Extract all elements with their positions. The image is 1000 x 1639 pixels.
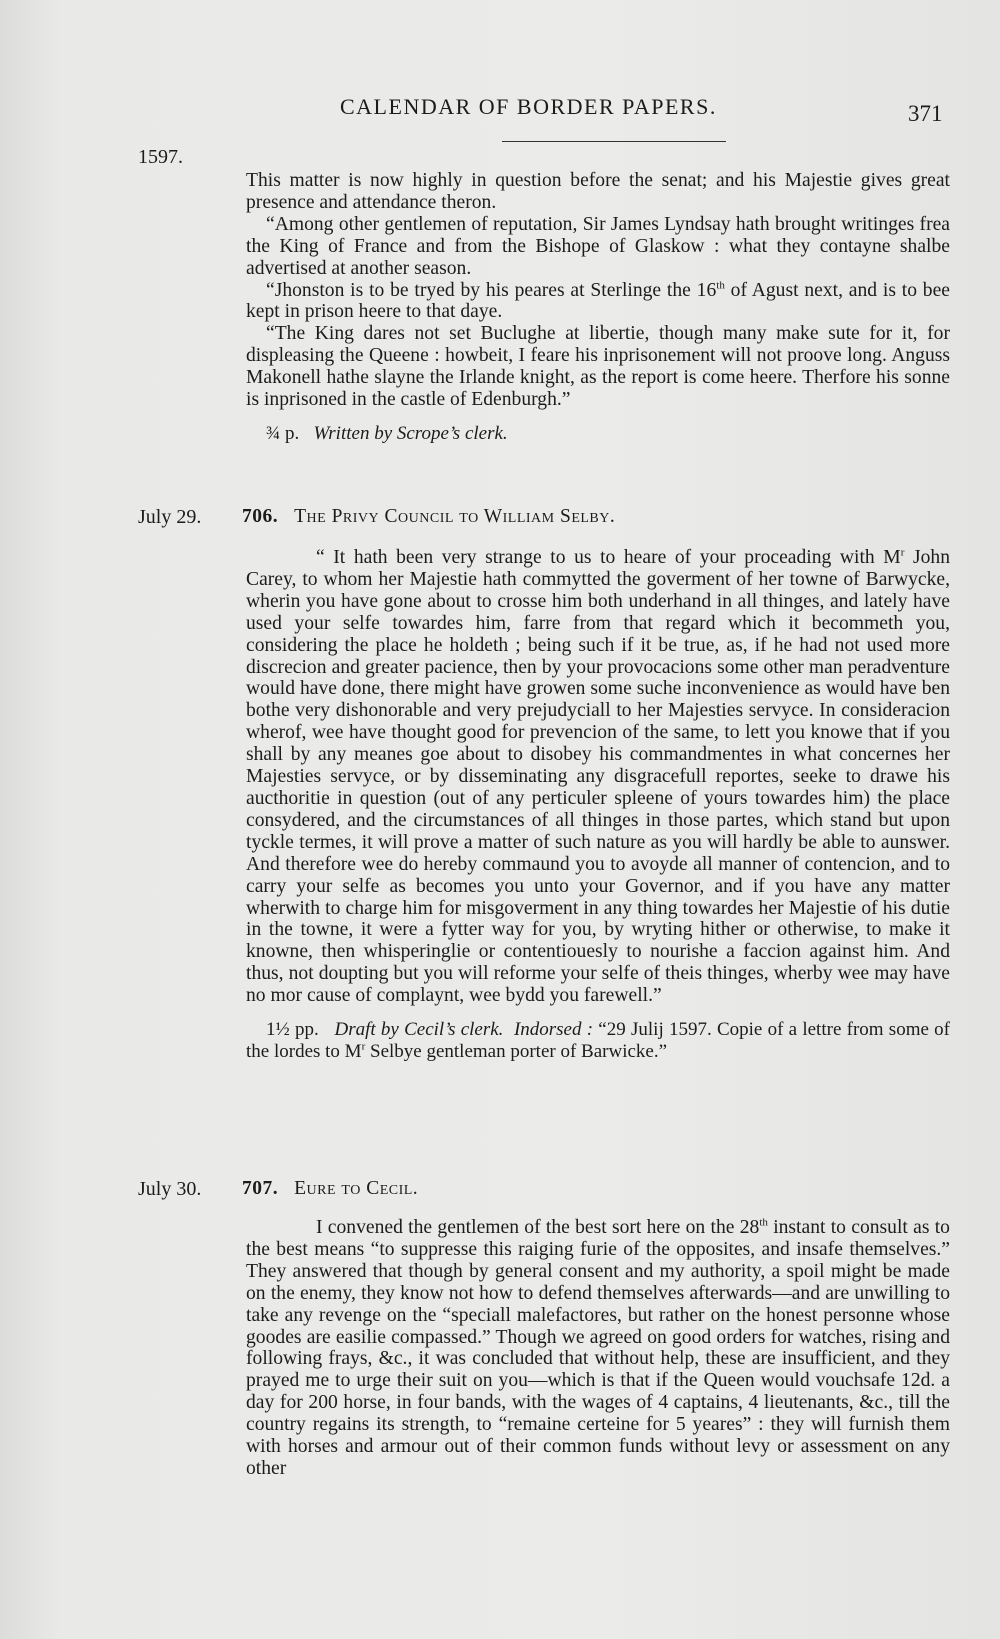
page-number: 371 [908, 101, 943, 126]
entry-title: The Privy Council to William Selby. [294, 506, 616, 527]
editorial-note: 1½ pp. Draft by Cecil’s clerk. Indorsed : “29 Julij 1597. Copie of a lettre from some of the lordes to $M^r$ Selbye gentleman porter of Barwicke.” [246, 1019, 950, 1062]
entry-title: Eure to Cecil. [294, 1178, 419, 1199]
continuation-text [246, 170, 950, 445]
header-rule [502, 141, 726, 142]
margin-year: 1597. [138, 146, 183, 168]
note-size: ¾ p. [266, 422, 300, 444]
entry-body [246, 547, 950, 1063]
paragraph: “Jhonston is to be tryed by his peares at Sterlinge the 16th of Agust next, and is to bee kept in prison heere to that daye. [246, 279, 951, 323]
entry-heading [242, 506, 615, 528]
running-head: CALENDAR OF BORDER PAPERS. [340, 94, 717, 119]
entry-body [246, 1217, 950, 1480]
entry-number: 706. [242, 506, 279, 527]
entry-heading [242, 1178, 418, 1200]
note-text: Written by Scrope’s clerk. [313, 422, 508, 444]
entry-number: 707. [242, 1178, 279, 1199]
paragraph: This matter is now highly in question before the senat; and his Majestie gives great presence and attendance theron. [246, 170, 950, 213]
paragraph: “Among other gentlemen of reputation, Sir James Lyndsay hath brought writinges frea the King of France and from the Bishope of Glaskow : what they contayne shalbe advertised at another season. [246, 213, 950, 279]
paragraph: “The King dares not set Buclughe at libertie, though many make sute for it, for displeasing the Queene : howbeit, I feare his inprisonement will not proove long. Anguss Makonell hathe slayne the Irlande knight, as the report is come heere. Therfore his sonne is inprisoned in the castle of Edenburgh.” [246, 323, 950, 411]
entry-date: July 30. [138, 1178, 202, 1200]
paragraph: “ It hath been very strange to us to heare of your proceading with $M^r$ John Carey, to whom her Majestie hath commytted the goverment of her towne of Barwycke, wherin you have gone about to crosse him both underhand in all thinges, and lately have used your selfe towardes him, farre from that regard which it becommeth you, considering the place he holdeth ; being such if it be true, as, if he had not used more discrecion and greater pacience, then by your provocacions some other man peradventure would have done, there might have growen some suche inconvenience as would have ben bothe very dishonorable and very prejudyciall to her Majesties servyce. In consideracion wherof, wee have thought good for prevencion of the same, to lett you knowe that if you shall by any meanes goe about to disobey his commandmentes in what concernes her Majesties servyce, or by disseminating any disgracefull reportes, seeke to drawe his aucthoritie in question (out of any perticuler spleene of yours towardes him) the place consydered, and the circumstances of all thinges in those partes, which stand but upon tyckle termes, it will prove a matter of such nature as you will hardly be able to aunswer. And therefore wee do hereby commaund you to avoyde all manner of contencion, and to carry your selfe as becomes you unto your Governor, and if you have any matter wherwith to charge him for misgoverment in any thing towardes her Majestie of his dutie in the towne, it were a fytter way for you, by wryting hither or otherwise, to make it knowne, then whisperinglie or contentiouesly to nourishe a faccion against him. And thus, not doupting but you will reforme your selfe of theis thinges, wherby wee may have no mor cause of complaynt, wee bydd you farewell.” [246, 546, 950, 1007]
paragraph: I convened the gentlemen of the best sort here on the 28th instant to consult as to the best means “to suppresse this raiging furie of the opposites, and insafe themselves.” They answered that though by general consent and my authority, a spoil might be made on the enemy, they know not how to defend themselves afterwards—and are unwilling to take any revenge on the “speciall malefactores, but rather on the honest personne whose goodes are easilie compassed.” Though we agreed on good orders for watches, rising and following frays, &c., it was concluded that without help, these are insufficient, and they prayed me to urge their suit on you—which is that if the Queen would vouchsafe 12d. a day for 200 horse, in four bands, with the wages of 4 captains, 4 lieutenants, &c., till the country regains its strength, to “remaine certeine for 5 yeares” : they will furnish them with horses and armour out of their common funds without levy or assessment on any other [246, 1216, 950, 1479]
editorial-note [246, 423, 950, 445]
entry-date: July 29. [138, 506, 202, 528]
